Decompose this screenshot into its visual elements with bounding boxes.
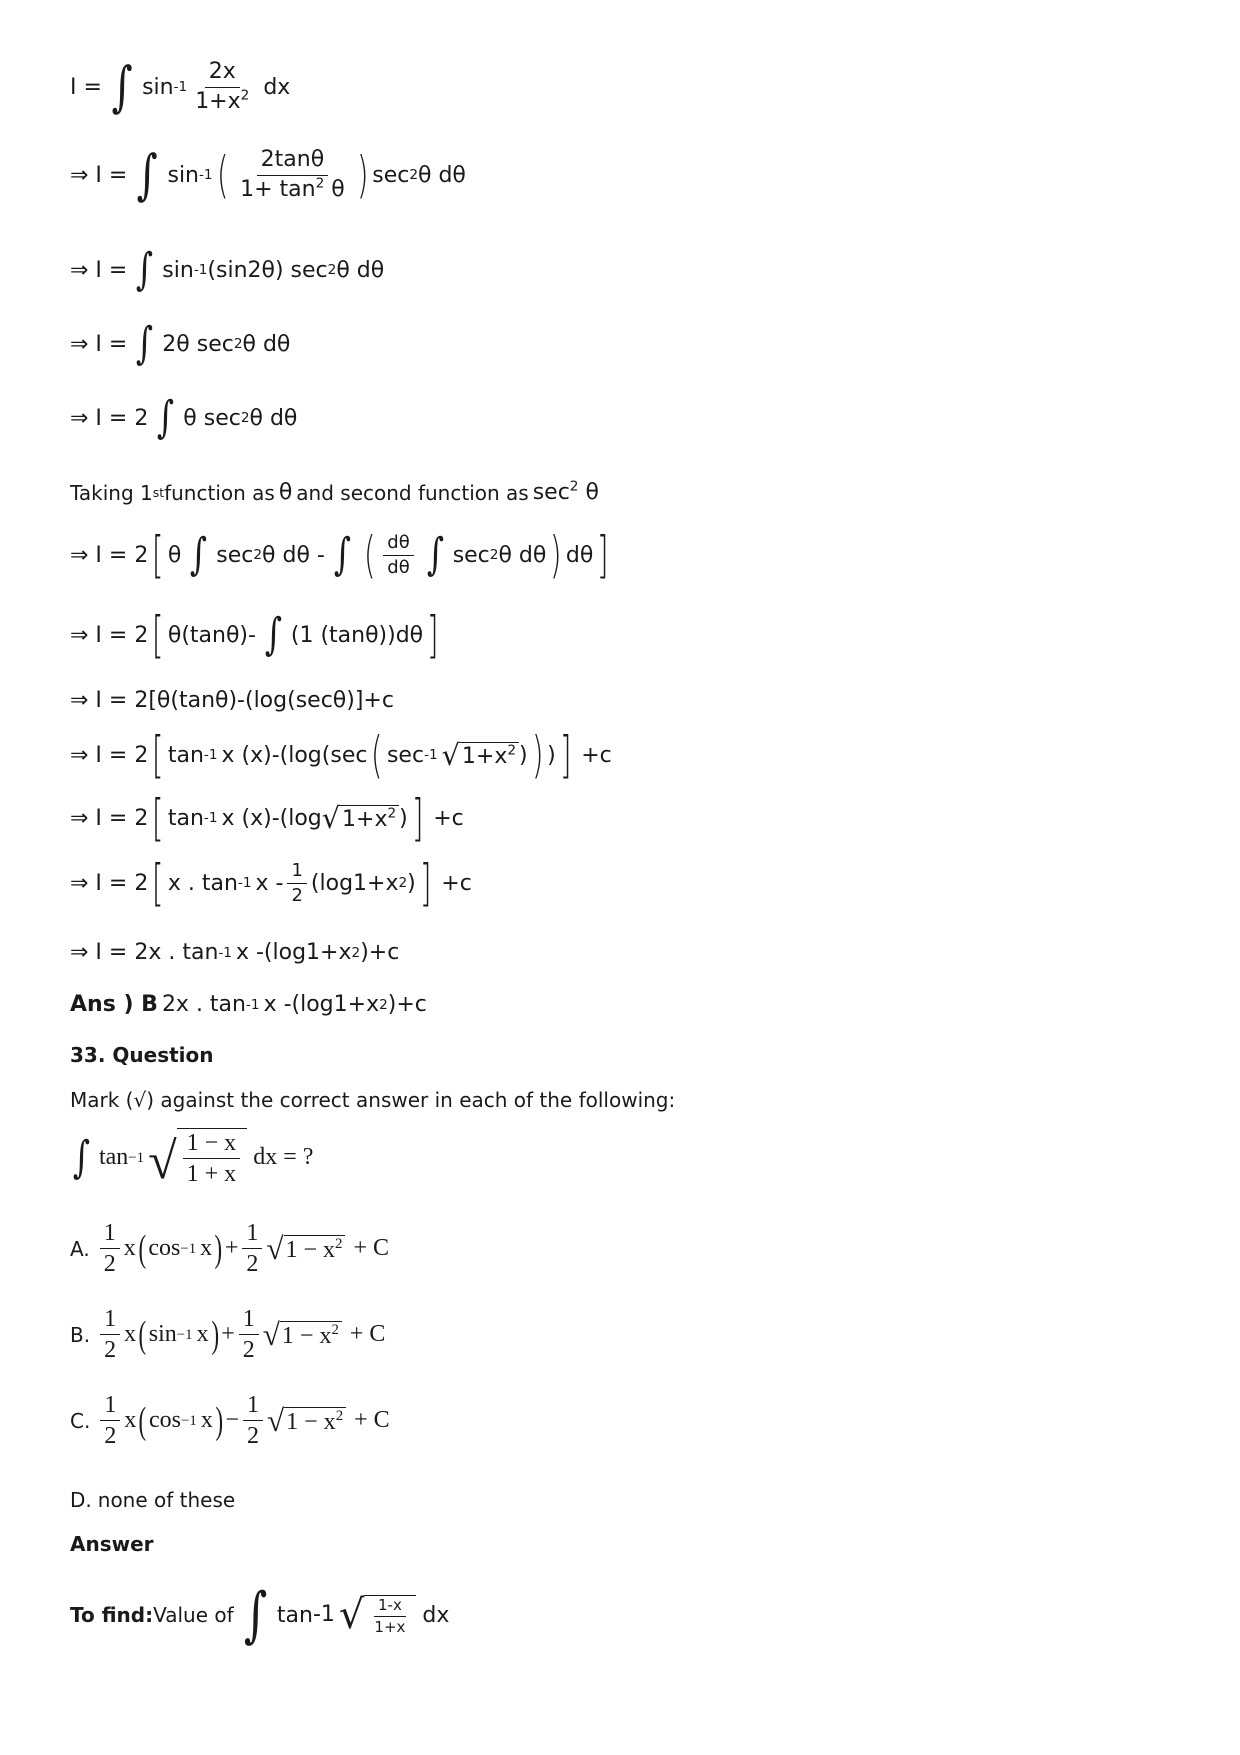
integral-sign: ∫ [190, 529, 208, 580]
taking-line: Taking 1 st function as θ and second function as $\sec^2 \theta$ [70, 478, 599, 505]
square-root: √ $\frac{1-x}{1+x}$ [339, 1595, 417, 1635]
integral-sign: ∫ [136, 143, 158, 206]
integral-sign: ∫ [426, 529, 444, 580]
fraction: $\frac{1}{2}$ [287, 861, 306, 906]
step-6: ⇒ I = 2 [ θ ∫ sec 2 θ dθ - ∫ ( $\frac{d\theta}{d\theta}$ ∫ sec 2 θ dθ ) dθ ] [70, 526, 609, 584]
step-9: ⇒ I = 2 [ tan -1 x (x)-(log(sec ( sec -1 √ $1+x^2$ ) ) ) ] +c [70, 726, 612, 784]
square-root: √ $1 - x^2$ [263, 1319, 342, 1350]
step-1: I = ∫ sin -1 $\frac{2x}{1+x^2}$ dx [70, 55, 291, 118]
square-root: √ $\frac{1 - x}{1 + x}$ [148, 1128, 247, 1188]
question-title: 33. Question [70, 1043, 214, 1067]
fraction: $\frac{1}{2}$ [242, 1220, 262, 1278]
fraction: $\frac{2x}{1+x^2}$ [195, 59, 250, 114]
fraction: $\frac{2\tan\theta}{1+ \tan^2 \theta}$ [240, 147, 345, 202]
square-root: √ $1 - x^2$ [266, 1233, 345, 1264]
lhs: I = [70, 74, 102, 100]
square-root: √ $1 - x^2$ [267, 1405, 346, 1436]
to-find-line: To find: Value of ∫ tan -1 √ $\frac{1-x}{1+x}$ dx [70, 1580, 450, 1650]
fraction: $\frac{1}{2}$ [100, 1392, 120, 1450]
square-root: √ $1+x^2$ [442, 741, 519, 770]
step-3: ⇒ I = ∫ sin -1 (sin2θ) sec 2 θ dθ [70, 244, 385, 295]
step-2: ⇒ I = ∫ sin -1 ( $\frac{2\tan\theta}{1+ \tan^2 \theta}$ ) sec 2 θ dθ [70, 143, 466, 206]
question-prompt: Mark (√) against the correct answer in each of the following: [70, 1088, 676, 1112]
integral-sign: ∫ [72, 1131, 91, 1183]
integral-sign: ∫ [136, 244, 154, 295]
step-8: ⇒ I = 2[θ(tanθ)-(log(secθ)]+c [70, 688, 394, 713]
step-10: ⇒ I = 2 [ tan -1 x (x)-(log √ $1+x^2$ ) ] +c [70, 789, 464, 847]
fraction: $\frac{1 - x}{1 + x}$ [183, 1130, 241, 1188]
option-d[interactable]: D. none of these [70, 1488, 236, 1512]
fraction: $\frac{1}{2}$ [100, 1220, 120, 1278]
option-c[interactable]: C. $\frac{1}{2}$ x ( cos −1 x ) − $\frac{1}{2}$ √ $1 - x^2$ + C [70, 1392, 390, 1450]
option-b[interactable]: B. $\frac{1}{2}$ x ( sin −1 x ) + $\frac{1}{2}$ √ $1 - x^2$ + C [70, 1306, 386, 1364]
step-12: ⇒ I = 2x . tan -1 x -(log1+x 2 )+c [70, 940, 400, 965]
step-5: ⇒ I = 2 ∫ θ sec 2 θ dθ [70, 392, 298, 443]
integral-sign: ∫ [111, 55, 133, 118]
integral-sign: ∫ [243, 1580, 267, 1650]
answer-line: Ans ) B 2x . tan -1 x -(log1+x 2 )+c [70, 992, 427, 1017]
integral-sign: ∫ [157, 392, 175, 443]
answer-label: Ans ) B [70, 992, 158, 1017]
question-integral: ∫ tan −1 √ $\frac{1 - x}{1 + x}$ dx = ? [72, 1130, 314, 1190]
fraction: $\frac{1-x}{1+x}$ [374, 1596, 406, 1636]
step-11: ⇒ I = 2 [ x . tan -1 x - $\frac{1}{2}$ (log1+x 2 ) ] +c [70, 854, 472, 912]
fraction: $\frac{1}{2}$ [243, 1392, 263, 1450]
step-4: ⇒ I = ∫ 2θ sec 2 θ dθ [70, 318, 291, 369]
step-7: ⇒ I = 2 [ θ(tanθ)- ∫ (1 (tanθ))dθ ] [70, 606, 439, 664]
integral-sign: ∫ [333, 529, 351, 580]
fraction: $\frac{1}{2}$ [239, 1306, 259, 1364]
fraction: $\frac{d\theta}{d\theta}$ [383, 533, 413, 578]
integral-sign: ∫ [136, 318, 154, 369]
answer-title: Answer [70, 1532, 154, 1556]
option-a[interactable]: A. $\frac{1}{2}$ x ( cos −1 x ) + $\frac{1}{2}$ √ $1 - x^2$ + C [70, 1220, 390, 1278]
integral-sign: ∫ [264, 609, 283, 660]
square-root: √ $1+x^2$ [322, 804, 399, 833]
fraction: $\frac{1}{2}$ [100, 1306, 120, 1364]
